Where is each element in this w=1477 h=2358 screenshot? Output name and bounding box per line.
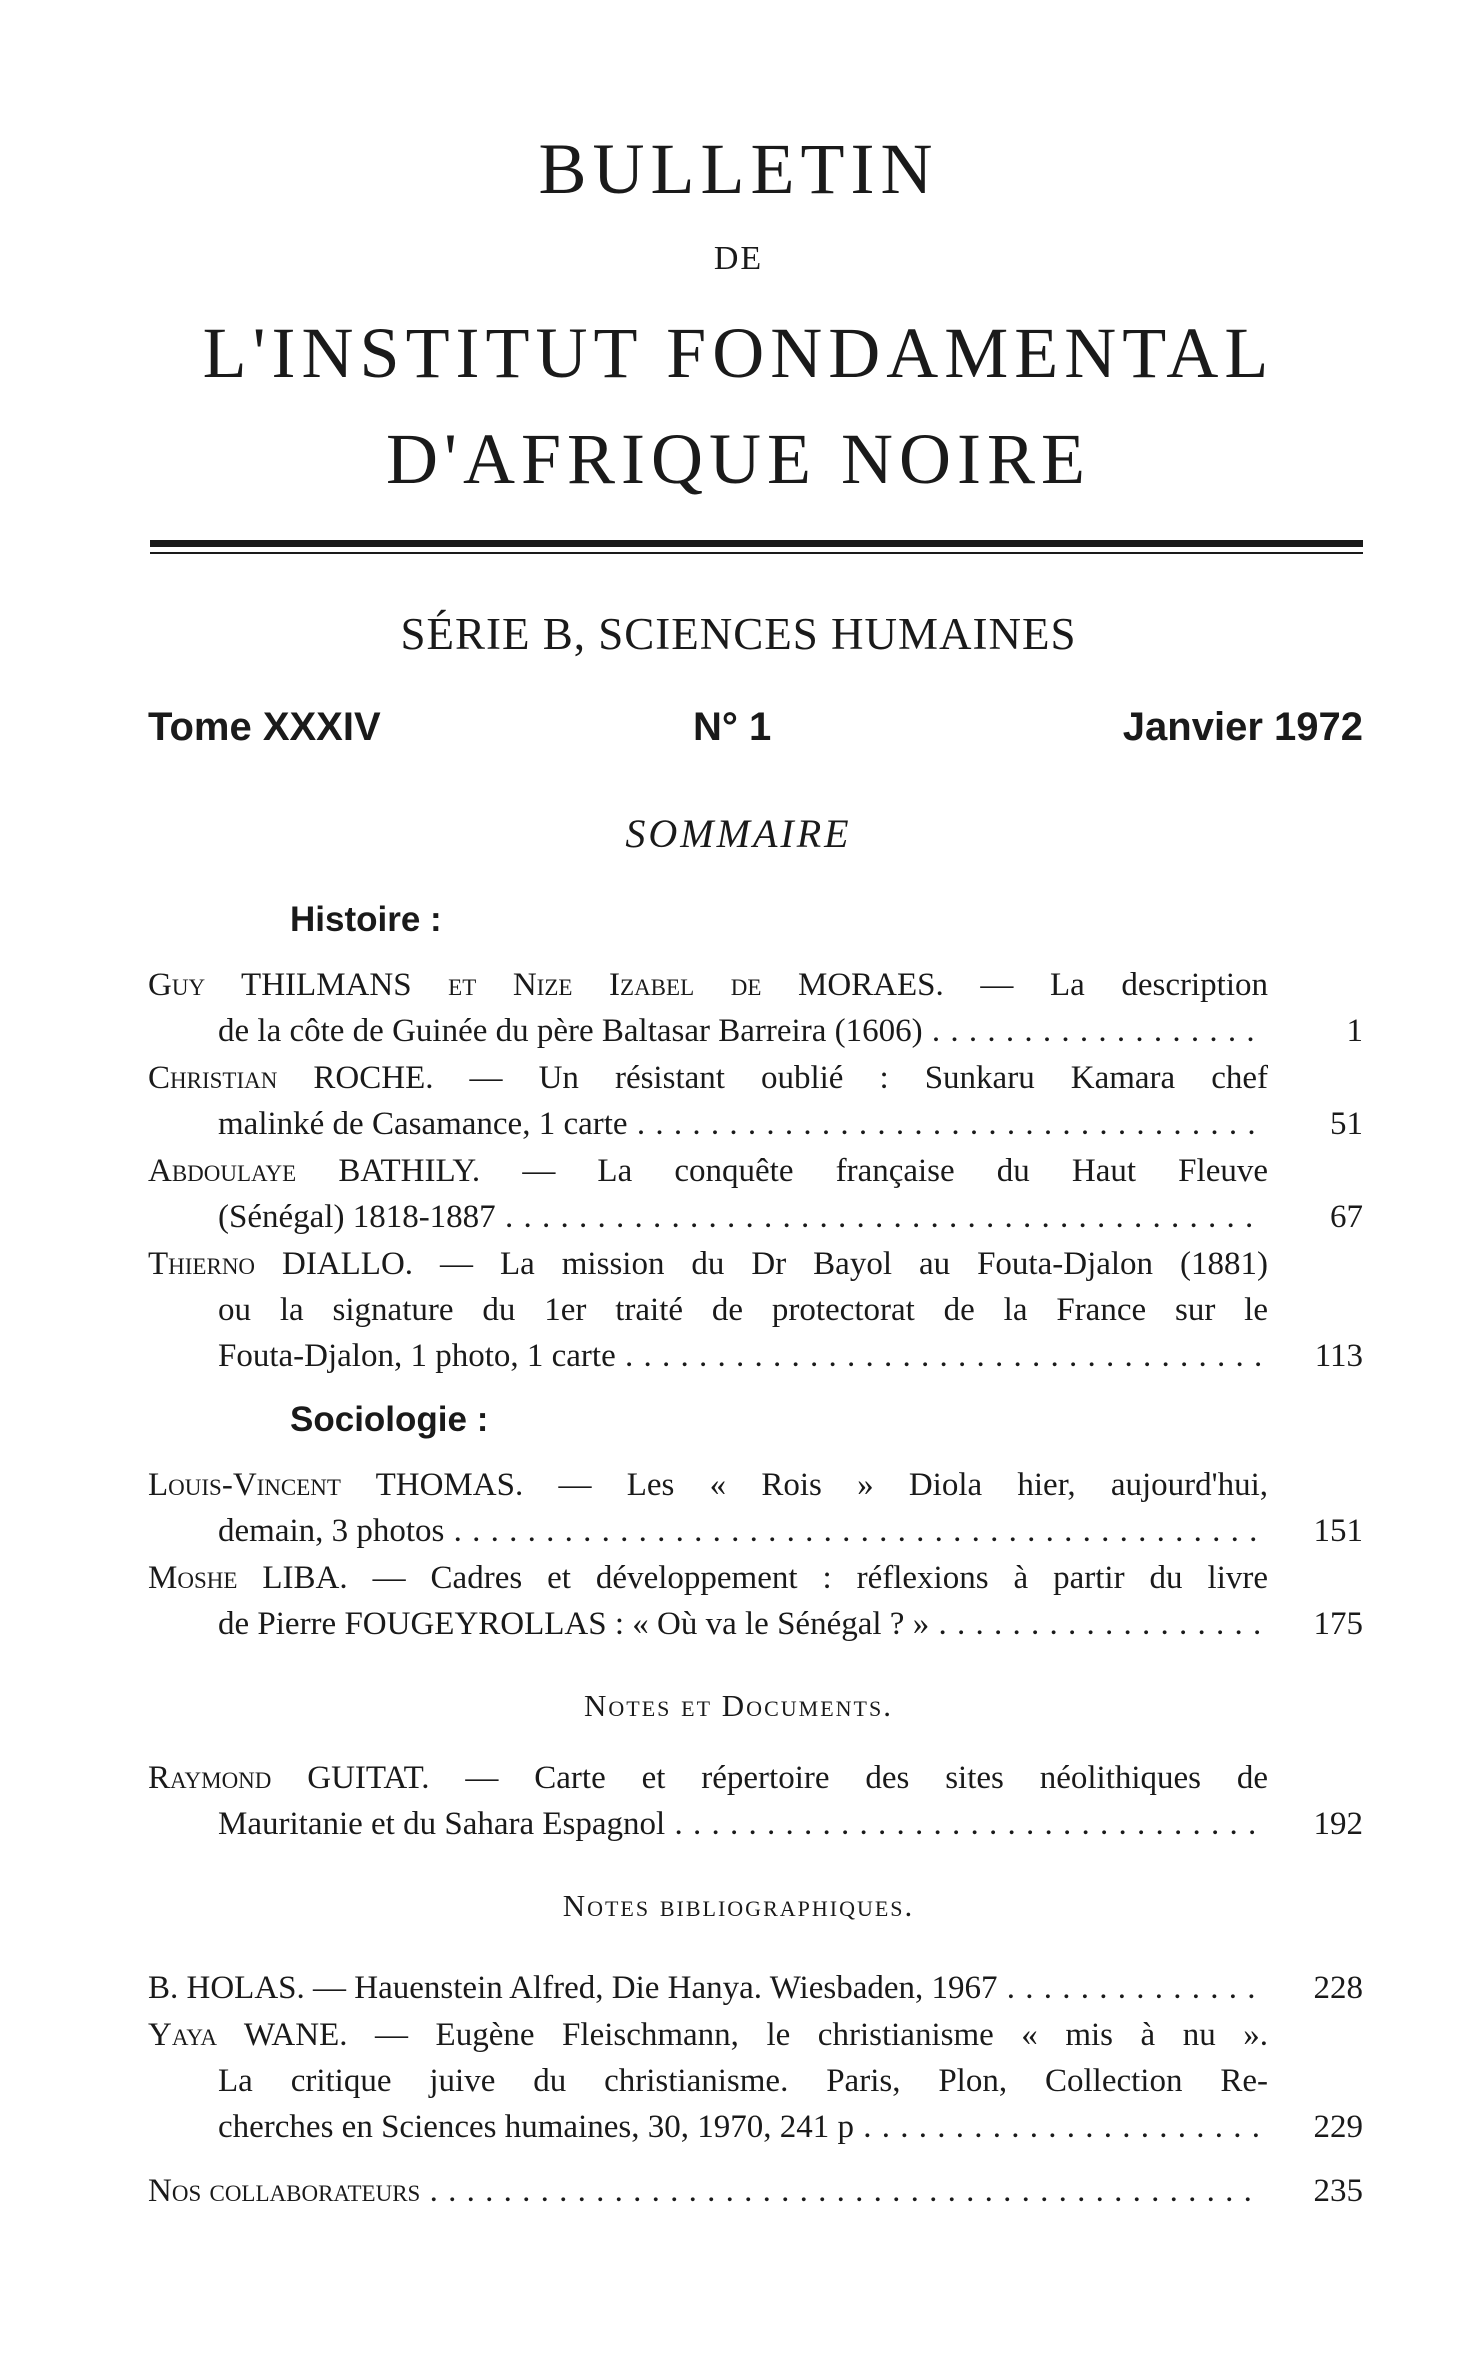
entry-title-line: ou la signature du 1er traité de protectorat de la France sur le <box>218 1292 1268 1328</box>
issue-date: Janvier 1972 <box>1122 705 1363 749</box>
entry-author: Yaya WANE. <box>148 2017 348 2053</box>
entry-author: Guy THILMANS et Nize Izabel de MORAES. <box>148 967 944 1003</box>
entry-title-line: malinké de Casamance, 1 carte . . . <box>218 1101 1263 1147</box>
entry-author: Christian ROCHE. <box>148 1060 434 1096</box>
entry-page: 67 <box>1330 1199 1363 1235</box>
toc-entry <box>148 2168 1363 2214</box>
entry-title-line: — La conquête française du Haut Fleuve <box>522 1153 1268 1189</box>
entry-title-line: — Les « Rois » Diola hier, aujourd'hui, <box>558 1467 1268 1503</box>
toc-entry <box>148 2012 1363 2150</box>
toc-entry <box>148 1462 1363 1554</box>
entry-page: 113 <box>1314 1338 1363 1374</box>
entry-title-line: demain, 3 photos . . . <box>218 1508 1263 1554</box>
entry-author: Louis-Vincent THOMAS. <box>148 1467 524 1503</box>
entry-author: B. HOLAS. <box>148 1970 305 2006</box>
entry-title-line: (Sénégal) 1818-1887 . . . <box>218 1194 1263 1240</box>
issue-info-row <box>148 705 1363 765</box>
masthead-de: DE <box>713 240 764 277</box>
entry-page: 229 <box>1313 2109 1363 2145</box>
entry-author: Nos collaborateurs <box>148 2173 421 2209</box>
section-notes-bibliographiques: Notes bibliographiques. <box>562 1888 915 1923</box>
entry-author: Raymond GUITAT. <box>148 1760 430 1796</box>
toc-entry <box>148 1055 1363 1147</box>
entry-page: 151 <box>1313 1513 1363 1549</box>
sommaire-heading: SOMMAIRE <box>625 811 852 856</box>
masthead-bulletin: BULLETIN <box>538 129 939 209</box>
entry-title-line: Mauritanie et du Sahara Espagnol . . . <box>218 1801 1263 1847</box>
entry-title-line: — La mission du Dr Bayol au Fouta-Djalon (1881) <box>440 1246 1268 1282</box>
entry-title-line: — Carte et répertoire des sites néolithiques de <box>465 1760 1268 1796</box>
toc-entry <box>148 1755 1363 1847</box>
entry-title-line: — La description <box>980 967 1268 1003</box>
entry-page: 175 <box>1313 1606 1363 1642</box>
toc-entry <box>148 962 1363 1054</box>
tome-label: Tome XXXIV <box>148 705 381 749</box>
entry-title-line: — Hauenstein Alfred, Die Hanya. Wiesbaden, 1967 <box>313 1970 998 2006</box>
entry-title-line: — Cadres et développement : réflexions à partir du livre <box>372 1560 1268 1596</box>
entry-page: 235 <box>1313 2173 1363 2209</box>
toc-entry <box>148 1555 1363 1647</box>
entry-title-line: cherches en Sciences humaines, 30, 1970, 241 p . . . <box>218 2104 1263 2150</box>
entry-page: 228 <box>1313 1970 1363 2006</box>
section-sociologie: Sociologie : <box>290 1400 489 1439</box>
double-rule-thick <box>150 540 1363 547</box>
double-rule-thin <box>150 552 1363 554</box>
entry-title-line: — Un résistant oublié : Sunkaru Kamara chef <box>469 1060 1268 1096</box>
toc-entry <box>148 1241 1363 1379</box>
series-title: SÉRIE B, SCIENCES HUMAINES <box>400 609 1077 659</box>
entry-title-line: — Eugène Fleischmann, le christianisme « mis à nu ». <box>375 2017 1268 2053</box>
masthead-institut: L'INSTITUT FONDAMENTAL <box>202 313 1275 393</box>
entry-author: Abdoulaye BATHILY. <box>148 1153 481 1189</box>
entry-page: 51 <box>1330 1106 1363 1142</box>
entry-author: Thierno DIALLO. <box>148 1246 414 1282</box>
masthead-afrique-noire: D'AFRIQUE NOIRE <box>386 419 1091 499</box>
toc-entry <box>148 1965 1363 2011</box>
entry-title-line: de Pierre FOUGEYROLLAS : « Où va le Sénégal ? » . . . <box>218 1601 1263 1647</box>
entry-title-line: de la côte de Guinée du père Baltasar Barreira (1606) . . . <box>218 1008 1263 1054</box>
section-notes-documents: Notes et Documents. <box>584 1688 893 1723</box>
entry-author: Moshe LIBA. <box>148 1560 348 1596</box>
section-histoire: Histoire : <box>290 900 442 939</box>
entry-title-line: La critique juive du christianisme. Paris, Plon, Collection Re- <box>218 2063 1268 2099</box>
entry-title-line: Fouta-Djalon, 1 photo, 1 carte . . . <box>218 1333 1263 1379</box>
entry-page: 192 <box>1313 1806 1363 1842</box>
toc-entry <box>148 1148 1363 1240</box>
issue-number: N° 1 <box>693 705 772 749</box>
entry-page: 1 <box>1346 1013 1363 1049</box>
